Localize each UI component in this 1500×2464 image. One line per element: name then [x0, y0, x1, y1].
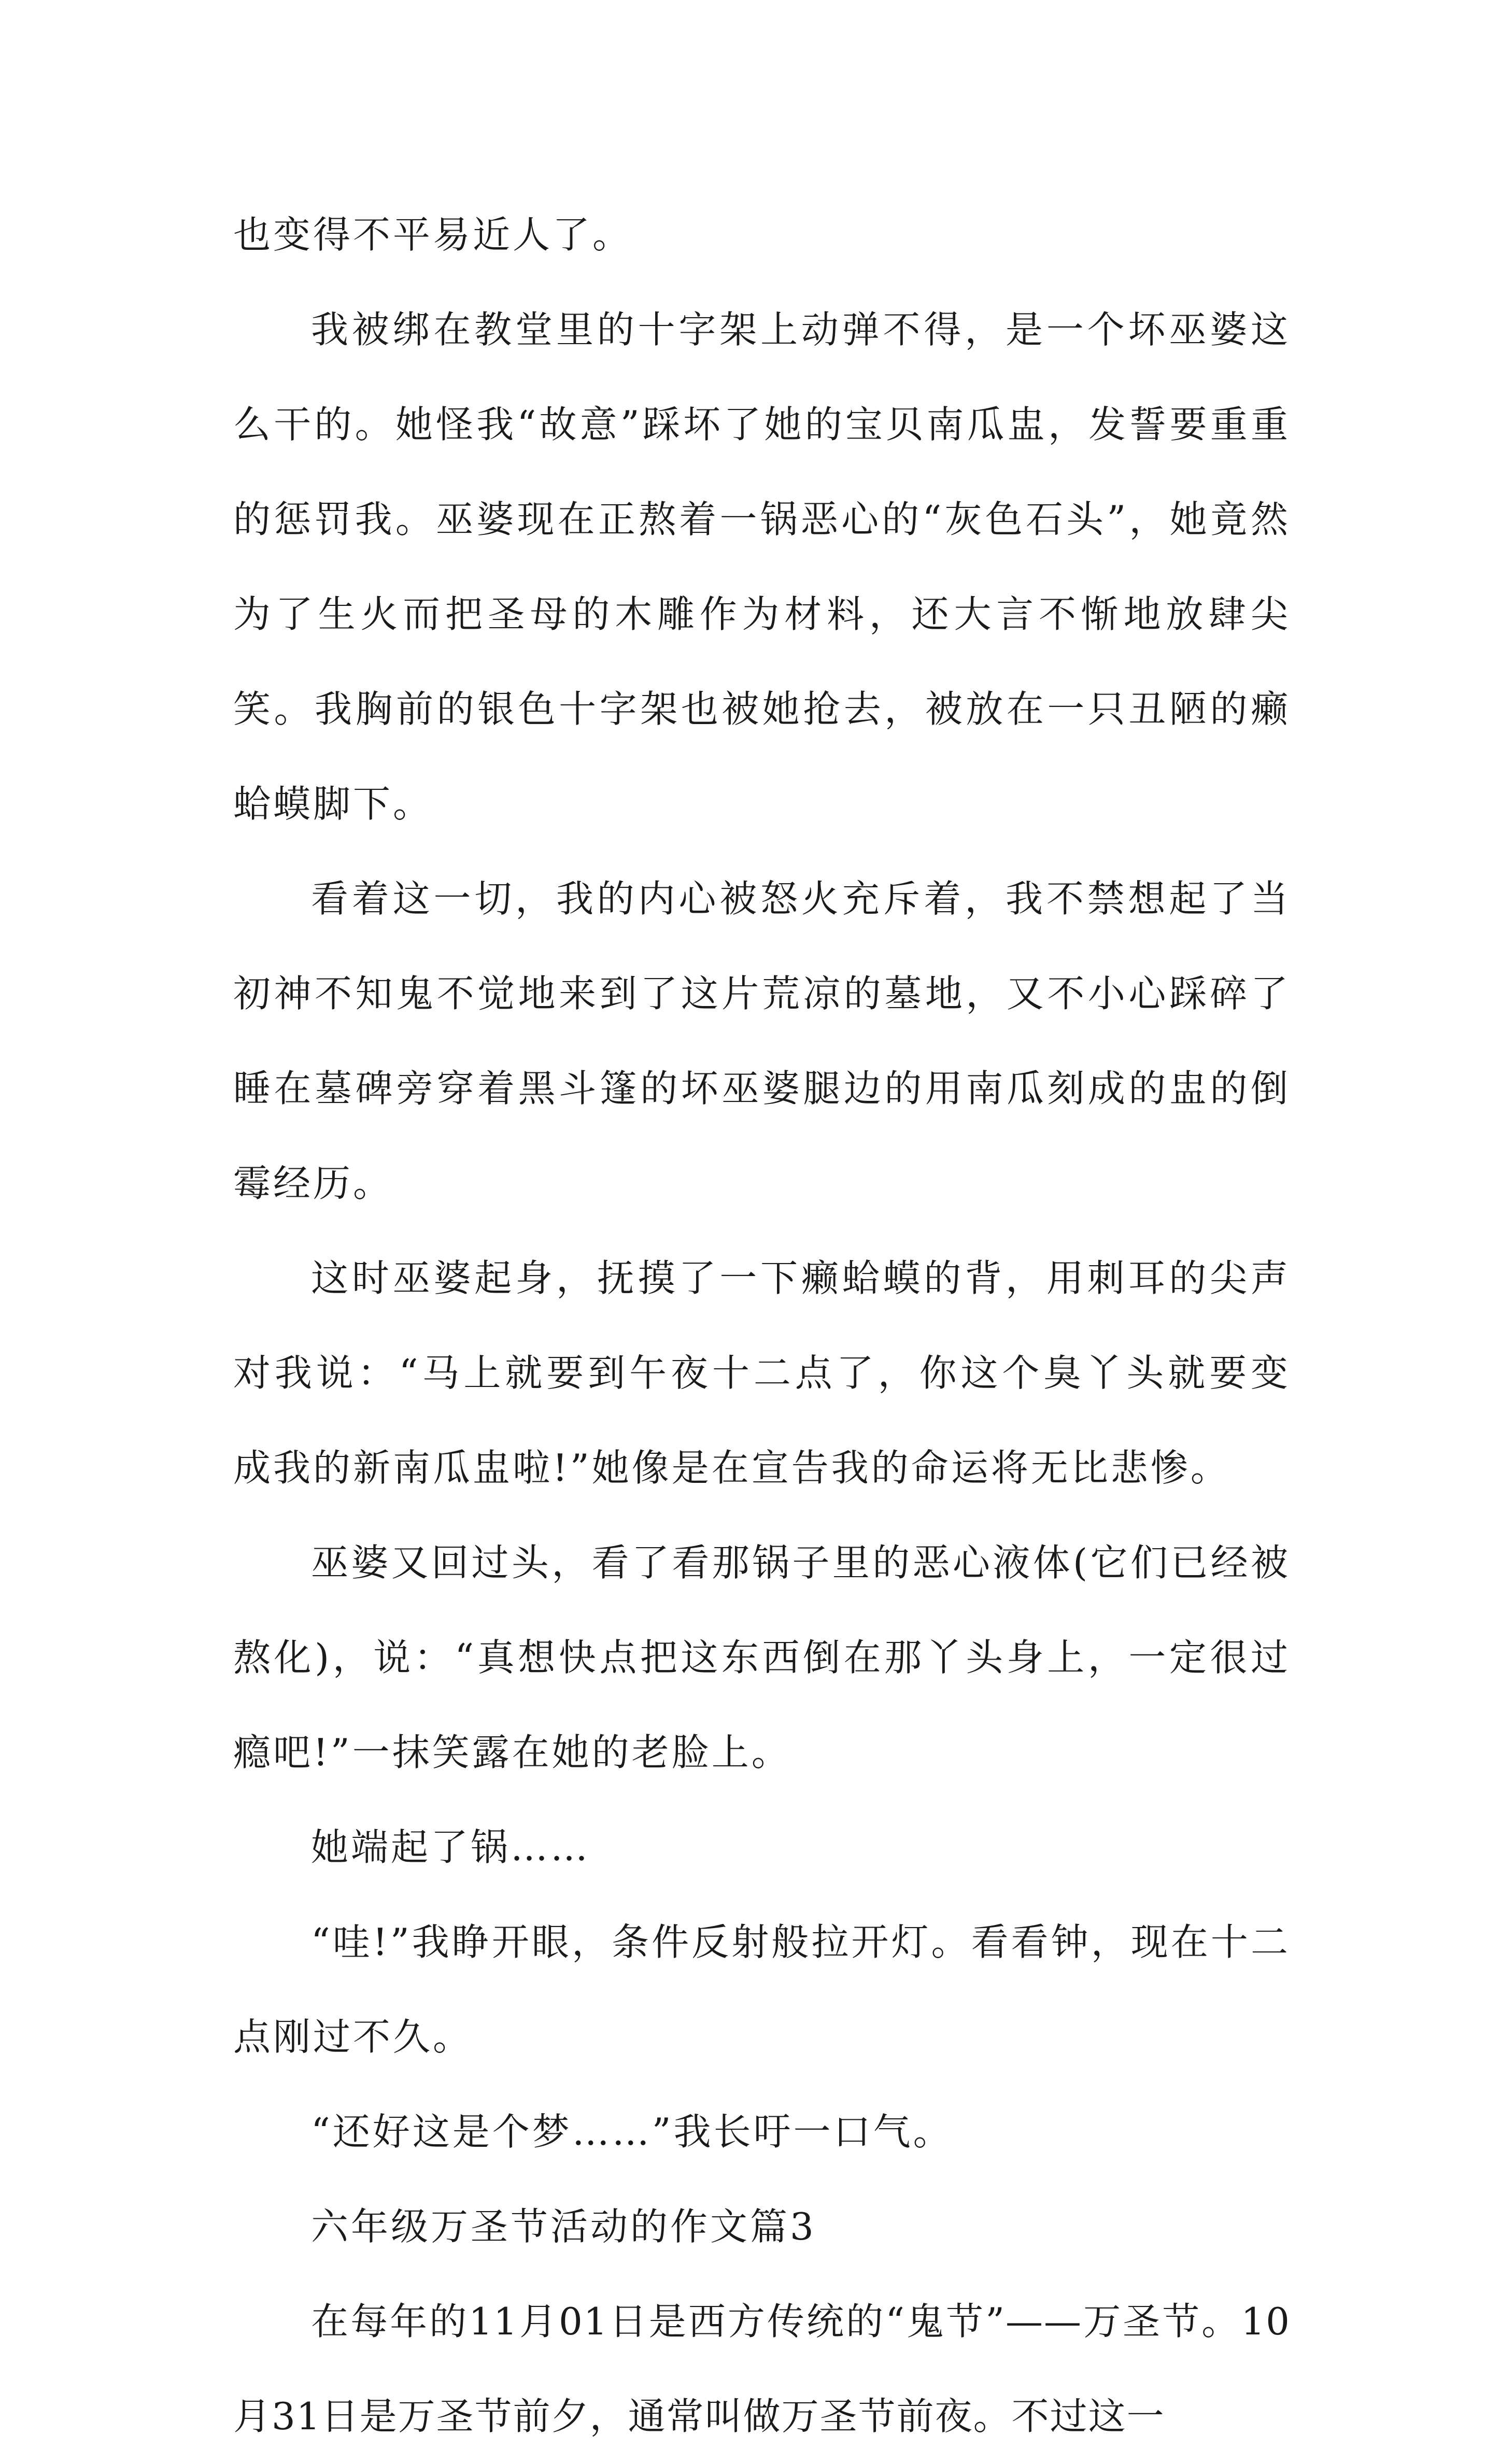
document-body — [233, 188, 1291, 2464]
section-heading: 六年级万圣节活动的作文篇3 — [311, 2205, 816, 2248]
paragraph-witch-binding: 我被绑在教堂里的十字架上动弹不得，是一个坏巫婆这么干的。她怪我“故意”踩坏了她的宝贝南瓜盅，发誓要重重的惩罚我。巫婆现在正熬着一锅恶心的“灰色石头”，她竟然为了生火而把圣母的木雕作为材料，还大言不惭地放肆尖笑。我胸前的银色十字架也被她抢去，被放在一只丑陋的癞蛤蟆脚下。 — [233, 308, 1291, 826]
paragraph-witch-turns: 巫婆又回过头，看了看那锅子里的恶心液体(它们已经被熬化)，说：“真想快点把这东西倒在那丫头身上，一定很过瘾吧!”一抹笑露在她的老脸上。 — [233, 1541, 1291, 1774]
paragraph-wake-up: “哇!”我睁开眼，条件反射般拉开灯。看看钟，现在十二点刚过不久。 — [233, 1920, 1291, 2059]
paragraph-halloween-intro: 在每年的11月01日是西方传统的“鬼节”——万圣节。10月31日是万圣节前夕，通常叫做万圣节前夜。不过这一 — [233, 2300, 1291, 2438]
paragraph-continuation: 也变得不平易近人了。 — [233, 213, 633, 257]
paragraph-just-a-dream: “还好这是个梦……”我长吁一口气。 — [311, 2110, 953, 2154]
paragraph-recollection: 看着这一切，我的内心被怒火充斥着，我不禁想起了当初神不知鬼不觉地来到了这片荒凉的墓地，又不小心踩碎了睡在墓碑旁穿着黑斗篷的坏巫婆腿边的用南瓜刻成的盅的倒霉经历。 — [233, 877, 1291, 1205]
paragraph-lifts-pot: 她端起了锅…… — [311, 1825, 591, 1869]
paragraph-witch-speech: 这时巫婆起身，抚摸了一下癞蛤蟆的背，用刺耳的尖声对我说：“马上就要到午夜十二点了，你这个臭丫头就要变成我的新南瓜盅啦!”她像是在宣告我的命运将无比悲惨。 — [233, 1256, 1291, 1490]
